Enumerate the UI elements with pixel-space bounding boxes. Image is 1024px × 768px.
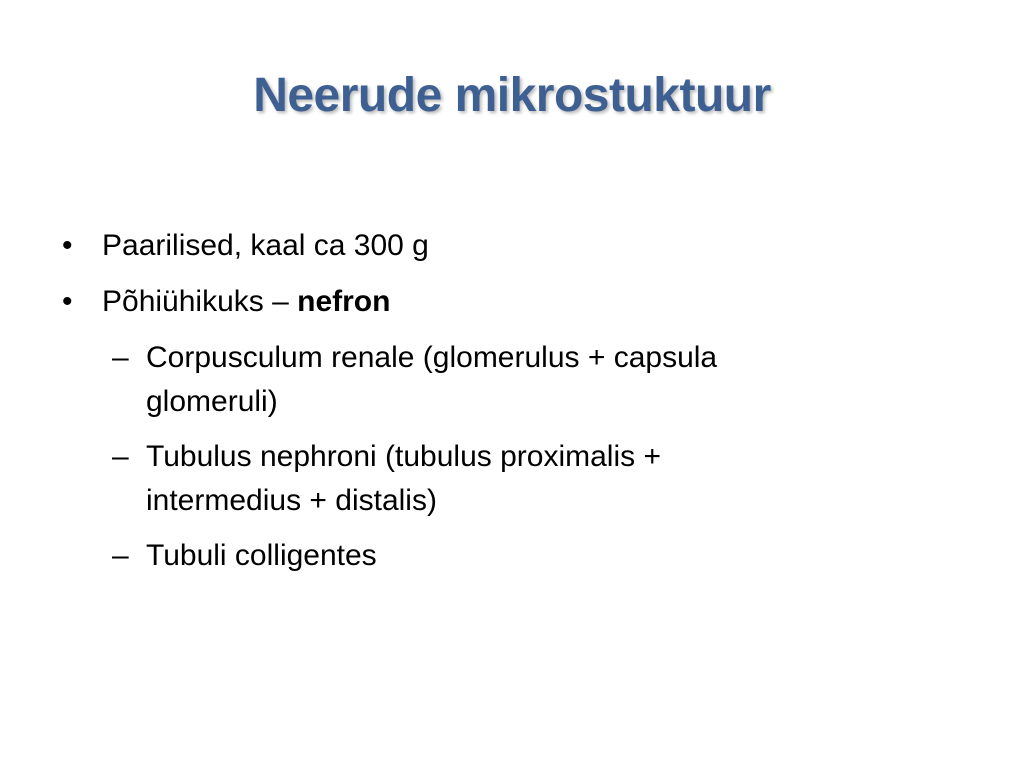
sub-bullet-item	[62, 435, 862, 523]
sub-bullet-line: intermedius + distalis)	[146, 484, 437, 517]
sub-bullet-line: Corpusculum renale (glomerulus + capsula	[146, 341, 718, 374]
sub-bullet-line: Tubuli colligentes	[146, 539, 377, 572]
bullet-item	[62, 224, 862, 268]
bullet-text: Põhiühikuks –	[102, 285, 298, 318]
slide-title: Neerude mikrostuktuur	[253, 69, 771, 122]
sub-bullet-line: Tubulus nephroni (tubulus proximalis +	[146, 440, 661, 473]
bullet-text: Paarilised, kaal ca 300 g	[102, 229, 429, 262]
sub-bullet-item	[62, 336, 862, 424]
dash-marker: –	[112, 539, 129, 572]
bullet-marker: •	[62, 285, 73, 318]
bullet-bold-text: nefron	[297, 285, 391, 318]
bullet-item	[62, 280, 862, 324]
sub-bullet-item	[62, 534, 862, 578]
sub-bullet-line: glomeruli)	[146, 385, 278, 418]
dash-marker: –	[112, 341, 129, 374]
bullet-marker: •	[62, 229, 73, 262]
dash-marker: –	[112, 440, 129, 473]
slide-body	[62, 224, 862, 589]
